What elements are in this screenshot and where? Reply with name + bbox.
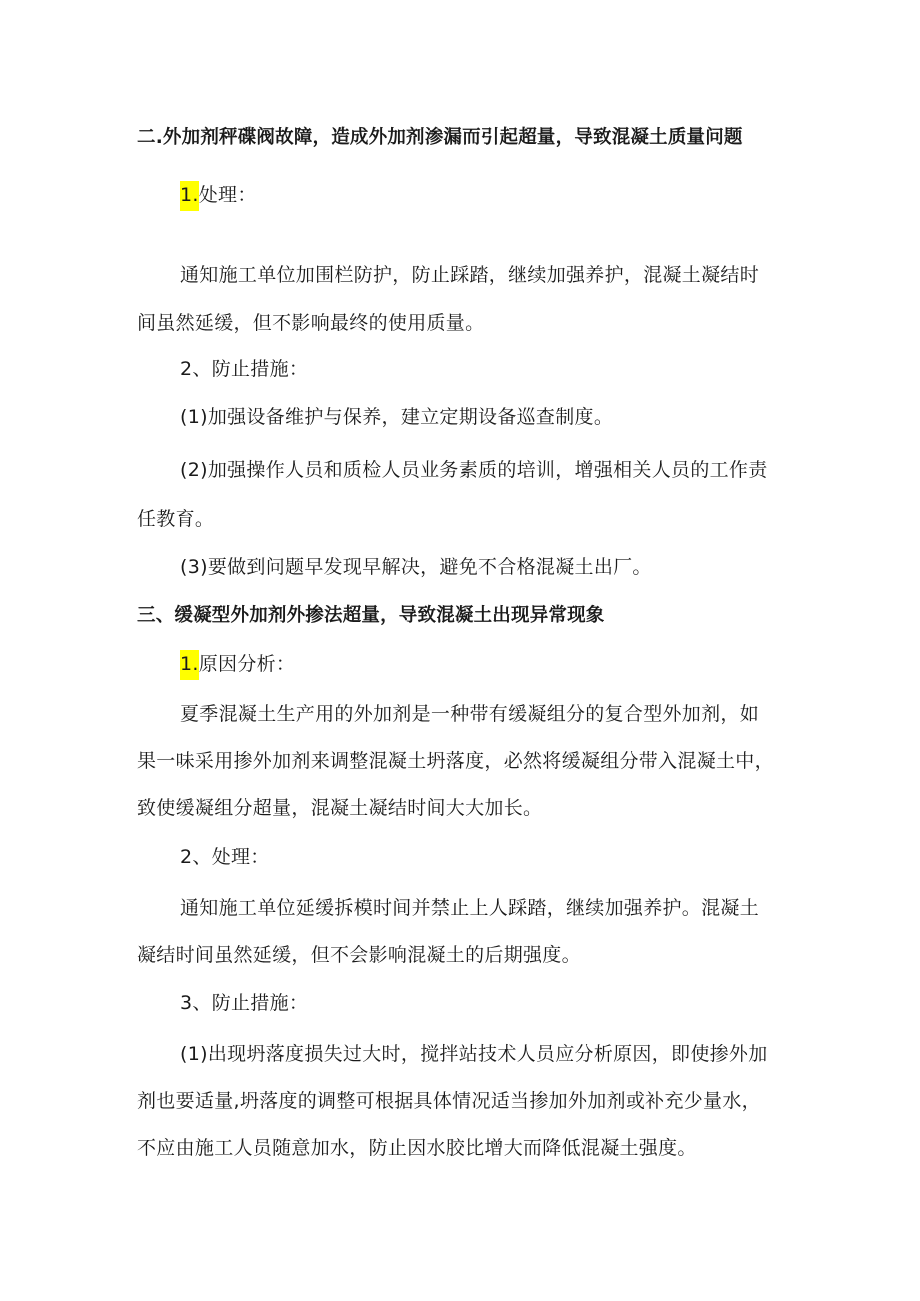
sub-heading-label: 处理： — [198, 184, 257, 206]
sub-heading-prevention: 3、防止措施： — [180, 992, 309, 1014]
sub-heading-prevention: 2、防止措施： — [180, 358, 309, 380]
paragraph-line: 夏季混凝土生产用的外加剂是一种带有缓凝组分的复合型外加剂，如 — [180, 703, 760, 725]
section-heading-2: 二.外加剂秤碟阀故障，造成外加剂渗漏而引起超量，导致混凝土质量问题 — [137, 127, 743, 148]
measure-item: (1)加强设备维护与保养，建立定期设备巡查制度。 — [180, 406, 614, 428]
highlighted-number: 1. — [180, 650, 199, 680]
paragraph-line: 通知施工单位加围栏防护，防止踩踏，继续加强养护，混凝土凝结时 — [180, 264, 760, 286]
measure-item-continued: 不应由施工人员随意加水，防止因水胶比增大而降低混凝土强度。 — [137, 1137, 697, 1159]
paragraph-line: 致使缓凝组分超量，混凝土凝结时间大大加长。 — [137, 797, 543, 819]
paragraph-line: 果一味采用掺外加剂来调整混凝土坍落度，必然将缓凝组分带入混凝土中， — [137, 750, 774, 772]
paragraph-line: 间虽然延缓，但不影响最终的使用质量。 — [137, 312, 485, 334]
sub-heading-label: 原因分析： — [198, 653, 296, 675]
section-heading-3: 三、缓凝型外加剂外掺法超量，导致混凝土出现异常现象 — [137, 605, 605, 626]
measure-item: (1)出现坍落度损失过大时，搅拌站技术人员应分析原因，即使掺外加 — [180, 1043, 768, 1065]
measure-item-continued: 剂也要适量,坍落度的调整可根据具体情况适当掺加外加剂或补充少量水， — [137, 1090, 761, 1112]
sub-heading-handling: 2、处理： — [180, 846, 270, 868]
measure-item-continued: 任教育。 — [137, 508, 215, 530]
measure-item: (3)要做到问题早发现早解决，避免不合格混凝土出厂。 — [180, 556, 652, 578]
sub-heading-cause — [180, 652, 295, 680]
paragraph-line: 通知施工单位延缓拆模时间并禁止上人踩踏，继续加强养护。混凝土 — [180, 897, 760, 919]
paragraph-line: 凝结时间虽然延缓，但不会影响混凝土的后期强度。 — [137, 944, 581, 966]
measure-item: (2)加强操作人员和质检人员业务素质的培训，增强相关人员的工作责 — [180, 459, 768, 481]
sub-heading-handling — [180, 183, 257, 211]
highlighted-number: 1. — [180, 181, 199, 211]
